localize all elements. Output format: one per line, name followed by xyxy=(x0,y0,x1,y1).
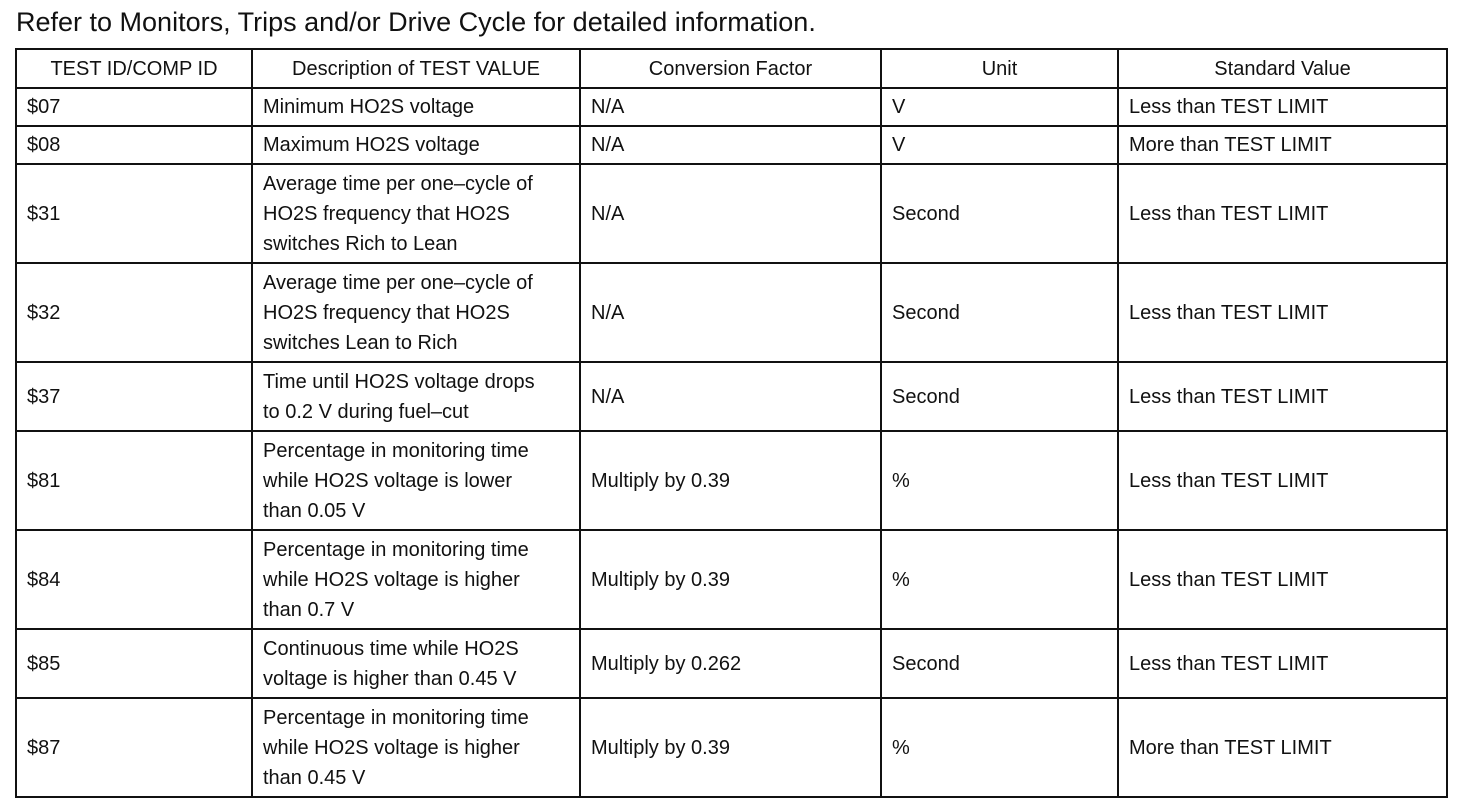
cell-conversion-factor: Multiply by 0.39 xyxy=(580,698,881,797)
table-row xyxy=(16,530,1447,629)
cell-description: Average time per one–cycle of HO2S frequency that HO2S switches Rich to Lean xyxy=(252,164,580,263)
cell-standard-value: Less than TEST LIMIT xyxy=(1118,431,1447,530)
cell-unit: Second xyxy=(881,362,1118,431)
cell-description: Time until HO2S voltage drops to 0.2 V during fuel–cut xyxy=(252,362,580,431)
table-row xyxy=(16,431,1447,530)
cell-description: Percentage in monitoring time while HO2S voltage is higher than 0.45 V xyxy=(252,698,580,797)
cell-standard-value: Less than TEST LIMIT xyxy=(1118,629,1447,698)
header-standard-value: Standard Value xyxy=(1118,49,1447,88)
table-row xyxy=(16,629,1447,698)
cell-description: Maximum HO2S voltage xyxy=(252,126,580,164)
cell-test-id: $84 xyxy=(16,530,252,629)
cell-conversion-factor: N/A xyxy=(580,164,881,263)
header-conversion-factor: Conversion Factor xyxy=(580,49,881,88)
cell-test-id: $31 xyxy=(16,164,252,263)
cell-unit: Second xyxy=(881,164,1118,263)
cell-unit: % xyxy=(881,698,1118,797)
cell-unit: Second xyxy=(881,263,1118,362)
cell-conversion-factor: Multiply by 0.39 xyxy=(580,431,881,530)
table-header-row xyxy=(16,49,1447,88)
cell-test-id: $87 xyxy=(16,698,252,797)
cell-conversion-factor: N/A xyxy=(580,88,881,126)
cell-description: Average time per one–cycle of HO2S frequency that HO2S switches Lean to Rich xyxy=(252,263,580,362)
cell-test-id: $81 xyxy=(16,431,252,530)
cell-description: Continuous time while HO2S voltage is higher than 0.45 V xyxy=(252,629,580,698)
table-row xyxy=(16,164,1447,263)
cell-standard-value: Less than TEST LIMIT xyxy=(1118,530,1447,629)
header-description: Description of TEST VALUE xyxy=(252,49,580,88)
cell-standard-value: Less than TEST LIMIT xyxy=(1118,88,1447,126)
cell-conversion-factor: N/A xyxy=(580,263,881,362)
table-row xyxy=(16,698,1447,797)
cell-description: Percentage in monitoring time while HO2S voltage is lower than 0.05 V xyxy=(252,431,580,530)
cell-test-id: $37 xyxy=(16,362,252,431)
header-test-id: TEST ID/COMP ID xyxy=(16,49,252,88)
table-row xyxy=(16,362,1447,431)
cell-standard-value: More than TEST LIMIT xyxy=(1118,698,1447,797)
cell-unit: % xyxy=(881,530,1118,629)
cell-test-id: $32 xyxy=(16,263,252,362)
cell-standard-value: Less than TEST LIMIT xyxy=(1118,164,1447,263)
cell-conversion-factor: Multiply by 0.262 xyxy=(580,629,881,698)
table-row xyxy=(16,263,1447,362)
cell-test-id: $85 xyxy=(16,629,252,698)
cell-unit: % xyxy=(881,431,1118,530)
table-row xyxy=(16,88,1447,126)
cell-test-id: $08 xyxy=(16,126,252,164)
cell-description: Percentage in monitoring time while HO2S voltage is higher than 0.7 V xyxy=(252,530,580,629)
cell-unit: Second xyxy=(881,629,1118,698)
cell-description: Minimum HO2S voltage xyxy=(252,88,580,126)
test-value-table xyxy=(15,48,1448,798)
cell-standard-value: Less than TEST LIMIT xyxy=(1118,362,1447,431)
intro-text: Refer to Monitors, Trips and/or Drive Cycle for detailed information. xyxy=(16,7,816,37)
cell-standard-value: Less than TEST LIMIT xyxy=(1118,263,1447,362)
cell-standard-value: More than TEST LIMIT xyxy=(1118,126,1447,164)
cell-unit: V xyxy=(881,88,1118,126)
cell-conversion-factor: Multiply by 0.39 xyxy=(580,530,881,629)
cell-test-id: $07 xyxy=(16,88,252,126)
cell-unit: V xyxy=(881,126,1118,164)
cell-conversion-factor: N/A xyxy=(580,126,881,164)
header-unit: Unit xyxy=(881,49,1118,88)
cell-conversion-factor: N/A xyxy=(580,362,881,431)
table-row xyxy=(16,126,1447,164)
